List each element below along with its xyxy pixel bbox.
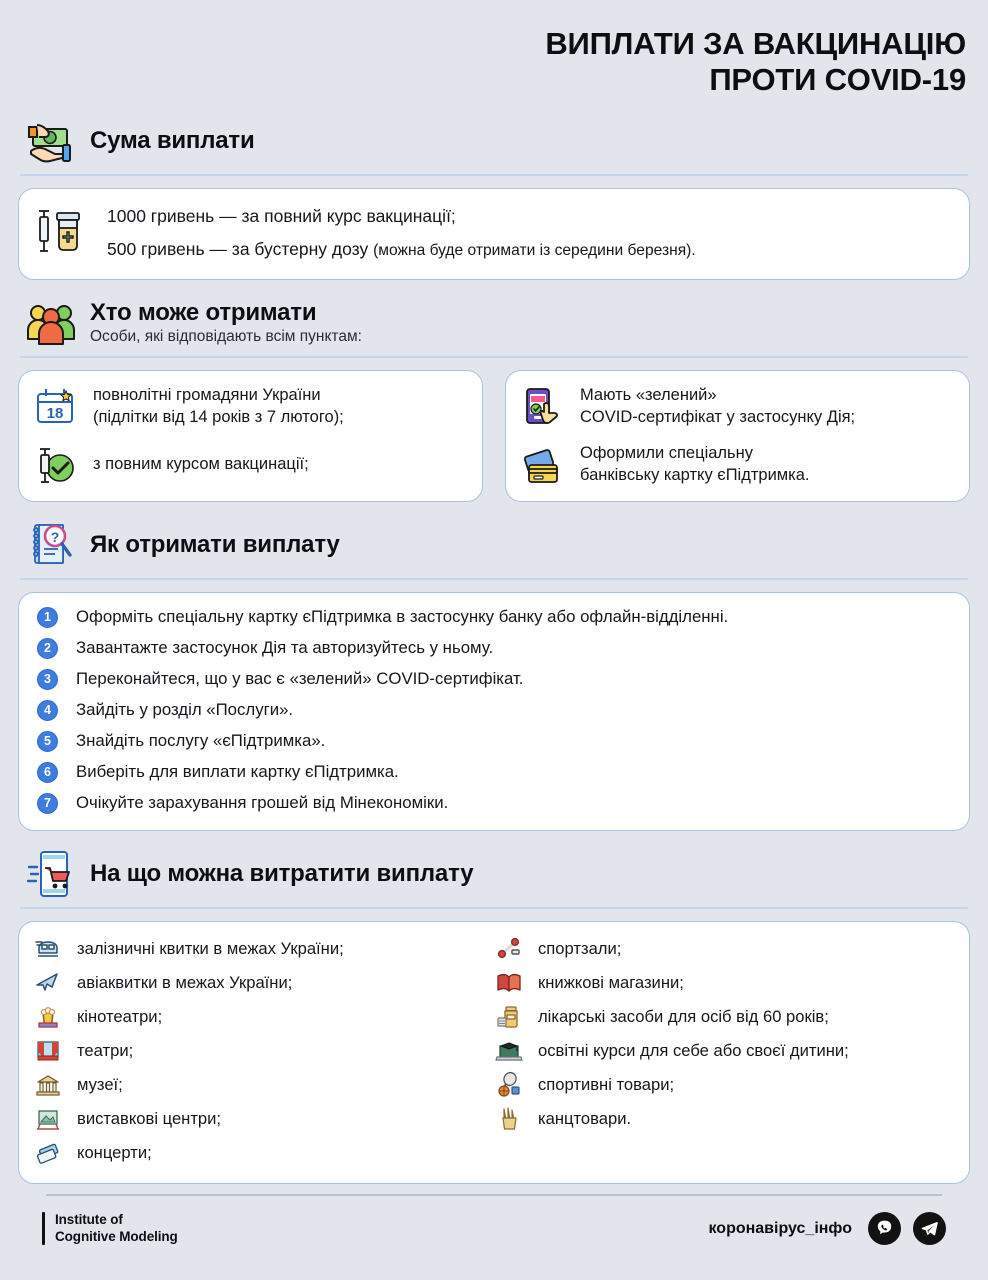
telegram-icon[interactable]: [913, 1212, 946, 1245]
step-badge: 3: [37, 669, 58, 690]
laptop-graduation-icon: [494, 1036, 524, 1066]
list-item: [494, 968, 955, 999]
logo-line2: Cognitive Modeling: [55, 1228, 178, 1244]
list-item-label: лікарські засоби для осіб від 60 років;: [538, 1007, 829, 1027]
theatre-curtain-icon: [33, 1036, 63, 1066]
step-text: Зайдіть у розділ «Послуги».: [76, 700, 294, 720]
section-howto: [18, 518, 970, 831]
list-item-label: залізничні квитки в межах України;: [77, 939, 344, 959]
list-item: [33, 1104, 494, 1135]
step-text: Завантажте застосунок Дія та авторизуйтесь у ньому.: [76, 638, 494, 658]
section-spend: [18, 847, 970, 1184]
list-item-label: кінотеатри;: [77, 1007, 163, 1027]
list-item: [33, 968, 494, 999]
dumbbell-icon: [494, 934, 524, 964]
page-title-line1: ВИПЛАТИ ЗА ВАКЦИНАЦІЮ: [545, 26, 966, 61]
step-item: [37, 731, 951, 752]
step-badge: 2: [37, 638, 58, 659]
howto-steps-card: [18, 592, 970, 831]
list-item: [494, 1104, 955, 1135]
amount-booster-note: (можна буде отримати із середини березня).: [373, 241, 696, 259]
section-spend-header: [18, 847, 970, 907]
airplane-icon: [33, 968, 63, 998]
step-text: Виберіть для виплати картку єПідтримка.: [76, 762, 399, 782]
section-howto-divider: [20, 578, 968, 580]
step-text: Знайдіть послугу «єПідтримка».: [76, 731, 326, 751]
section-spend-divider: [20, 907, 968, 909]
eligibility-item-green-certificate: [520, 385, 953, 429]
medicine-jar-icon: [494, 1002, 524, 1032]
logo-line1: Institute of: [55, 1212, 123, 1228]
eligibility-item-full-course: [33, 443, 466, 487]
eligibility-text-adult-citizens: повнолітні громадяни України (підлітки від 14 років з 7 лютого);: [93, 386, 344, 426]
list-item-label: авіаквитки в межах України;: [77, 973, 293, 993]
step-badge: 1: [37, 607, 58, 628]
eligibility-right-card: [505, 370, 970, 502]
spend-left-column: [33, 934, 494, 1169]
step-badge: 4: [37, 700, 58, 721]
stationery-cup-icon: [494, 1104, 524, 1134]
svg-text:18: 18: [46, 404, 64, 422]
step-item: [37, 762, 951, 783]
spend-columns: [33, 934, 955, 1169]
footer-content: [42, 1196, 946, 1245]
train-icon: [33, 934, 63, 964]
eligibility-item-bank-card: [520, 443, 953, 487]
museum-icon: [33, 1070, 63, 1100]
syringe-check-icon: [33, 443, 77, 487]
list-item-label: театри;: [77, 1041, 134, 1061]
vaccine-vial-syringe-icon: [35, 203, 89, 263]
social-links: [709, 1212, 947, 1245]
list-item-label: спортзали;: [538, 939, 622, 959]
sports-goods-icon: [494, 1070, 524, 1100]
section-eligibility-divider: [20, 356, 968, 358]
cinema-popcorn-icon: [33, 1002, 63, 1032]
section-amount-title: Сума виплати: [90, 126, 255, 154]
section-howto-title: Як отримати виплату: [90, 530, 340, 558]
eligibility-item-adult-citizens: [33, 385, 466, 429]
eligibility-text-full-course: з повним курсом вакцинації;: [93, 455, 309, 474]
logo-text: [55, 1212, 178, 1245]
page-title: [18, 0, 970, 98]
eligibility-left-card: [18, 370, 483, 502]
eligibility-text-bank-card: Оформили спеціальну банківську картку єПідтримка.: [580, 444, 810, 484]
section-eligibility: [18, 296, 970, 502]
list-item: [33, 1070, 494, 1101]
amount-line-booster: 500 гривень — за бустерну дозу (можна буде отримати із середини березня).: [107, 238, 696, 259]
list-item-label: канцтовари.: [538, 1109, 632, 1129]
section-eligibility-titles: [90, 299, 362, 346]
bank-cards-icon: [520, 443, 564, 487]
section-eligibility-header: [18, 296, 970, 356]
section-spend-title: На що можна витратити виплату: [90, 859, 474, 887]
amount-lines: [107, 206, 696, 260]
section-eligibility-title: Хто може отримати: [90, 299, 317, 327]
institute-logo: [42, 1212, 178, 1245]
list-item-label: виставкові центри;: [77, 1109, 222, 1129]
exhibition-centre-icon: [33, 1104, 63, 1134]
money-in-hands-icon: [24, 114, 78, 168]
step-item: [37, 607, 951, 628]
concert-tickets-icon: [33, 1138, 63, 1168]
eligibility-columns: [18, 370, 970, 502]
eligibility-text-green-certificate: Мають «зелений» COVID-сертифікат у застосунку Дія;: [580, 386, 856, 426]
section-howto-titles: [90, 531, 340, 559]
social-channel-label: коронавірус_інфо: [708, 1219, 852, 1237]
list-item: [494, 1036, 955, 1067]
list-item: [494, 1070, 955, 1101]
step-text: Оформіть спеціальну картку єПідтримка в застосунку банку або офлайн-відділенні.: [76, 607, 729, 627]
list-item-label: спортивні товари;: [538, 1075, 675, 1095]
svg-text:?: ?: [50, 528, 60, 545]
phone-certificate-icon: [520, 385, 564, 429]
spend-right-column: [494, 934, 955, 1169]
step-item: [37, 638, 951, 659]
list-item: [33, 1138, 494, 1169]
step-badge: 5: [37, 731, 58, 752]
section-amount-header: [18, 114, 970, 174]
list-item: [33, 1002, 494, 1033]
viber-icon[interactable]: [868, 1212, 901, 1245]
logo-bar: [42, 1212, 45, 1245]
three-people-icon: [24, 296, 78, 350]
step-item: [37, 793, 951, 814]
amount-line-full-course: 1000 гривень — за повний курс вакцинації;: [107, 205, 456, 226]
section-spend-titles: [90, 860, 473, 888]
list-item-label: освітні курси для себе або своєї дитини;: [538, 1041, 849, 1061]
list-item-label: книжкові магазини;: [538, 973, 684, 993]
list-item: [33, 934, 494, 965]
step-item: [37, 669, 951, 690]
step-text: Переконайтеся, що у вас є «зелений» COVID-сертифікат.: [76, 669, 524, 689]
list-item-label: концерти;: [77, 1143, 152, 1163]
list-item: [33, 1036, 494, 1067]
page-title-line2: ПРОТИ COVID-19: [709, 61, 966, 97]
amount-card: [18, 188, 970, 280]
section-amount-titles: [90, 127, 255, 155]
section-amount-divider: [20, 174, 968, 176]
page-footer: [0, 1194, 988, 1280]
calendar-18-icon: [33, 385, 77, 429]
open-book-icon: [494, 968, 524, 998]
step-item: [37, 700, 951, 721]
list-item-label: музеї;: [77, 1075, 123, 1095]
step-badge: 7: [37, 793, 58, 814]
section-howto-header: [18, 518, 970, 578]
section-eligibility-subtitle: Особи, які відповідають всім пунктам:: [90, 328, 362, 346]
step-text: Очікуйте зарахування грошей від Мінекономіки.: [76, 793, 449, 813]
list-item: [494, 934, 955, 965]
list-item: [494, 1002, 955, 1033]
notebook-magnifier-icon: [24, 518, 78, 572]
phone-cart-icon: [24, 847, 78, 901]
step-badge: 6: [37, 762, 58, 783]
spend-card: [18, 921, 970, 1184]
section-amount: [18, 114, 970, 280]
